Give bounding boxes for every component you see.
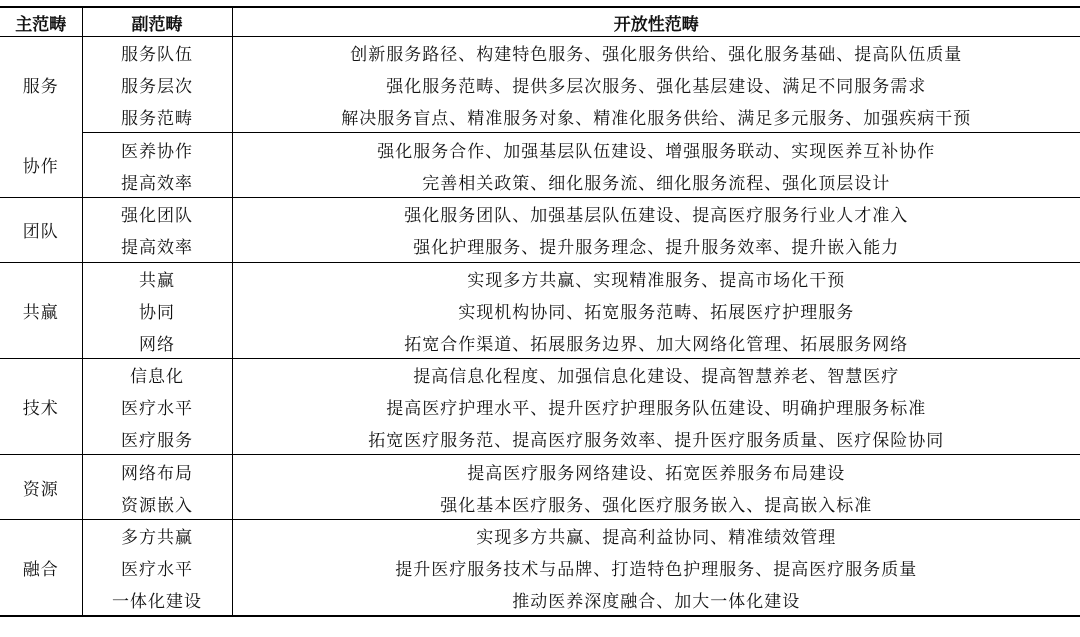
table-row [0, 455, 1080, 487]
open-category-cell: 提高医疗服务网络建设、拓宽医养服务布局建设 [467, 463, 846, 484]
open-category-cell: 实现多方共赢、提高利益协同、精准绩效管理 [476, 528, 837, 549]
table-row [0, 133, 1080, 165]
sub-category-cell: 医疗水平 [82, 391, 232, 423]
open-category-cell: 实现机构协同、拓宽服务范畴、拓展医疗护理服务 [458, 302, 855, 323]
open-category-cell: 提高医疗护理水平、提升医疗护理服务队伍建设、明确护理服务标准 [386, 399, 927, 420]
open-category-cell: 完善相关政策、细化服务流、细化服务流程、强化顶层设计 [232, 165, 1080, 197]
open-category-cell: 强化服务合作、加强基层队伍建设、增强服务联动、实现医养互补协作 [377, 141, 936, 162]
open-category-cell: 提高信息化程度、加强信息化建设、提高智慧养老、智慧医疗 [413, 367, 900, 388]
table-row [0, 423, 1080, 455]
open-category-cell: 强化服务范畴、提供多层次服务、强化基层建设、满足不同服务需求 [386, 77, 927, 98]
table-row [0, 230, 1080, 262]
sub-category-cell: 多方共赢 [82, 519, 232, 551]
open-category-cell: 创新服务路径、构建特色服务、强化服务供给、强化服务基础、提高队伍质量 [350, 45, 963, 66]
main-category-cell: 技术 [0, 358, 82, 454]
table-row [0, 358, 1080, 390]
header-row [0, 7, 1080, 37]
table-row [0, 584, 1080, 617]
header-open-category: 开放性范畴 [232, 7, 1080, 37]
sub-category-cell: 信息化 [82, 358, 232, 390]
open-category-cell: 推动医养深度融合、加大一体化建设 [232, 584, 1080, 617]
sub-category-cell: 共赢 [82, 262, 232, 294]
main-category-cell: 团队 [0, 197, 82, 262]
sub-category-cell: 协同 [82, 294, 232, 326]
open-category-cell: 解决服务盲点、精准服务对象、精准化服务供给、满足多元服务、加强疾病干预 [232, 101, 1080, 133]
table-row [0, 326, 1080, 358]
open-category-cell: 实现多方共赢、实现精准服务、提高市场化干预 [467, 270, 846, 291]
table-row [0, 487, 1080, 519]
category-table [0, 6, 1080, 617]
table-row [0, 294, 1080, 326]
sub-category-cell: 提高效率 [82, 230, 232, 262]
table-row [0, 197, 1080, 229]
main-category-cell: 服务 [0, 37, 82, 133]
header-sub-category: 副范畴 [82, 7, 232, 37]
table-row [0, 262, 1080, 294]
open-category-cell: 提升医疗服务技术与品牌、打造特色护理服务、提高医疗服务质量 [395, 560, 918, 581]
sub-category-cell: 服务范畴 [82, 101, 232, 133]
open-category-cell: 强化基本医疗服务、强化医疗服务嵌入、提高嵌入标准 [232, 487, 1080, 519]
sub-category-cell: 服务层次 [82, 69, 232, 101]
table-row [0, 552, 1080, 584]
table-body [0, 37, 1080, 617]
sub-category-cell: 资源嵌入 [82, 487, 232, 519]
table-row [0, 69, 1080, 101]
main-category-cell: 协作 [0, 133, 82, 198]
main-category-cell: 融合 [0, 519, 82, 616]
open-category-cell: 拓宽合作渠道、拓展服务边界、加大网络化管理、拓展服务网络 [232, 326, 1080, 358]
sub-category-cell: 强化团队 [82, 197, 232, 229]
main-category-cell: 共赢 [0, 262, 82, 358]
sub-category-cell: 医疗水平 [82, 552, 232, 584]
sub-category-cell: 服务队伍 [82, 37, 232, 69]
table-row [0, 101, 1080, 133]
main-category-cell: 资源 [0, 455, 82, 520]
open-category-cell: 拓宽医疗服务范、提高医疗服务效率、提升医疗服务质量、医疗保险协同 [232, 423, 1080, 455]
table-row [0, 519, 1080, 551]
table-row [0, 391, 1080, 423]
sub-category-cell: 医疗服务 [82, 423, 232, 455]
open-category-cell: 强化护理服务、提升服务理念、提升服务效率、提升嵌入能力 [232, 230, 1080, 262]
sub-category-cell: 网络 [82, 326, 232, 358]
sub-category-cell: 提高效率 [82, 165, 232, 197]
sub-category-cell: 医养协作 [82, 133, 232, 165]
open-category-cell: 强化服务团队、加强基层队伍建设、提高医疗服务行业人才准入 [404, 206, 909, 227]
header-main-category: 主范畴 [0, 7, 82, 37]
sub-category-cell: 网络布局 [82, 455, 232, 487]
sub-category-cell: 一体化建设 [82, 584, 232, 617]
table-row [0, 165, 1080, 197]
table-row [0, 37, 1080, 69]
